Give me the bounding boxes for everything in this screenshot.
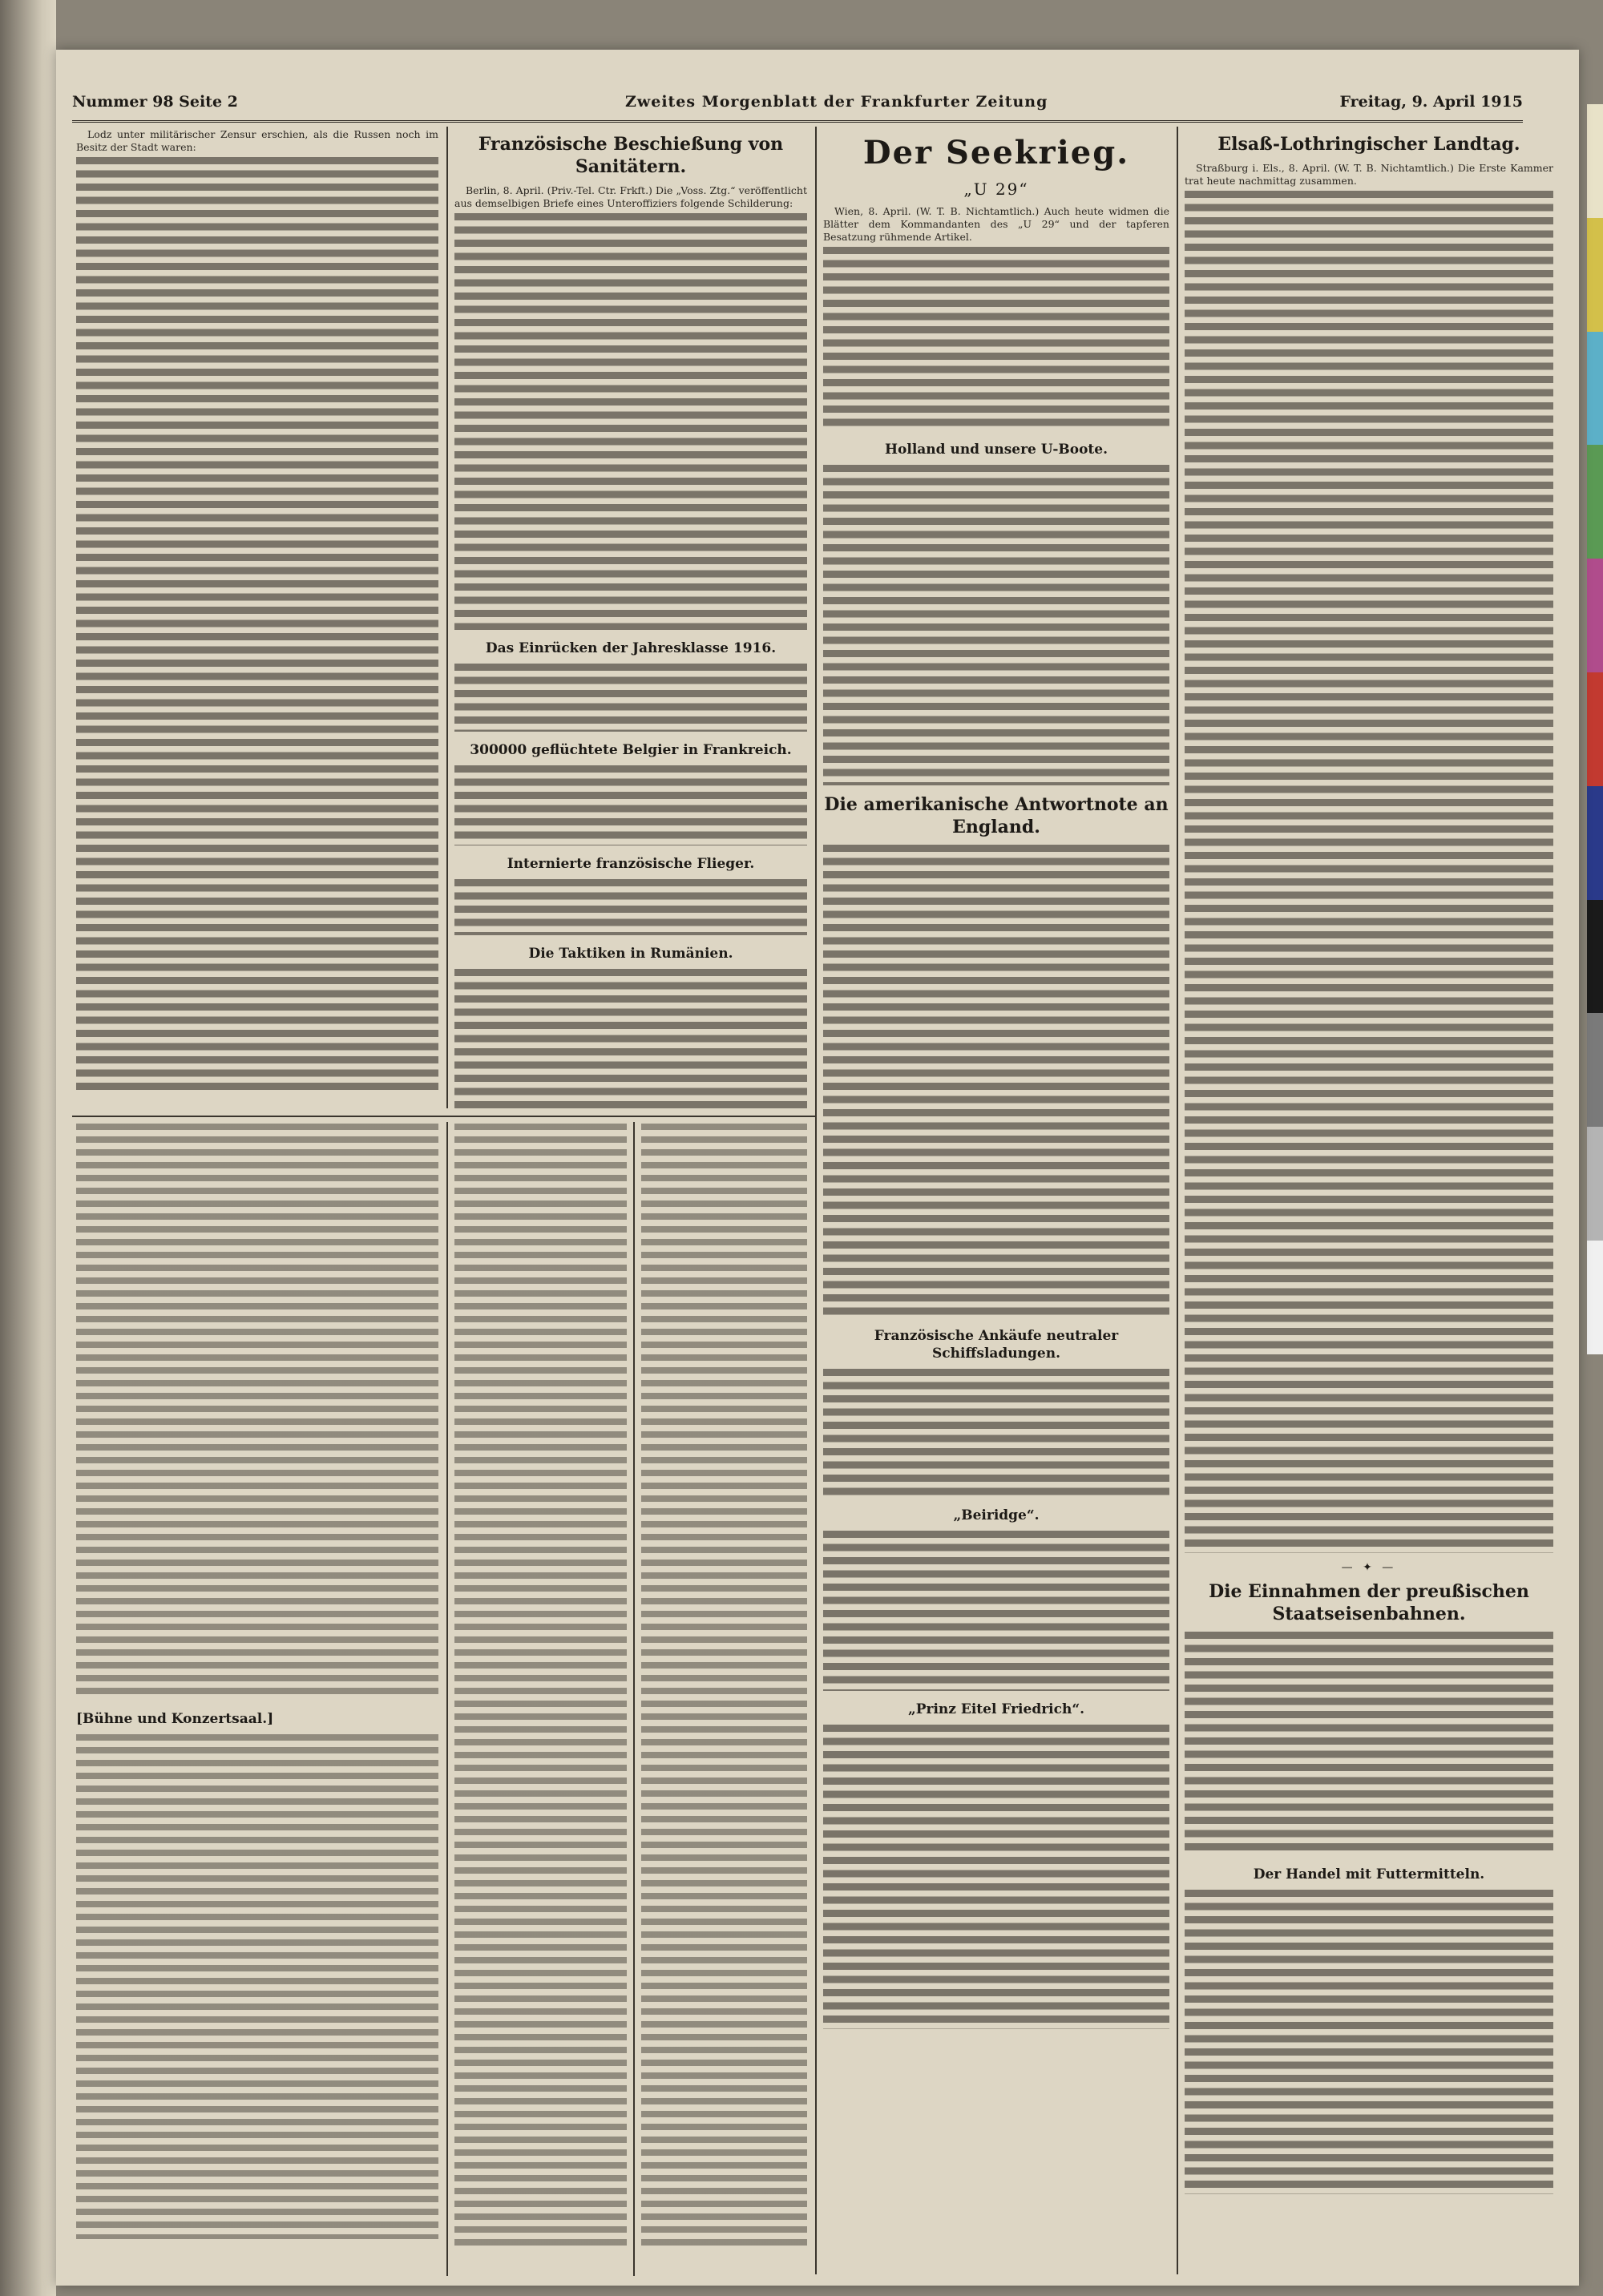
column-rule — [446, 127, 448, 1108]
subheadline: [Bühne und Konzertsaal.] — [76, 1711, 274, 1727]
subheadline: „Beiridge“. — [953, 1507, 1040, 1523]
feuilleton-text — [76, 1734, 438, 2239]
masthead-line: Zweites Morgenblatt der Frankfurter Zeitung — [625, 93, 1048, 111]
article-body-text — [823, 247, 1169, 431]
feuilleton-text — [76, 1124, 438, 1701]
issue-date: Freitag, 9. April 1915 — [1339, 93, 1523, 111]
feuilleton-column-2 — [454, 1124, 627, 2278]
article-body-text — [454, 213, 807, 630]
article-lead: Wien, 8. April. (W. T. B. Nichtamtlich.) Auch heute widmen die Blätter dem Kommandanten des „U 29“ und der tapferen Besatzung rühmende Artikel. — [823, 205, 1169, 243]
subheadline: Holland und unsere U-Boote. — [884, 442, 1108, 458]
article-body-text — [1185, 1632, 1553, 1856]
feuilleton-rule — [72, 1116, 815, 1117]
feuilleton-text — [454, 1124, 627, 2246]
article-column-2 — [454, 128, 807, 1110]
column-rule — [446, 1122, 448, 2276]
headline: Französische Beschießung von Sanitätern. — [478, 134, 784, 177]
feuilleton-text — [641, 1124, 807, 2246]
column-rule — [633, 1122, 635, 2276]
subheadline: Der Handel mit Futtermitteln. — [1253, 1866, 1485, 1882]
article-body-text — [454, 969, 807, 1110]
headline: Die Einnahmen der preußischen Staatseisenbahnen. — [1209, 1581, 1529, 1624]
article-body-text — [823, 1369, 1169, 1497]
article-body-text — [454, 664, 807, 732]
page-header — [72, 88, 1523, 123]
feuilleton-column-1 — [76, 1124, 438, 2278]
column-rule — [815, 127, 817, 2274]
article-body-text — [823, 1725, 1169, 2029]
column-rule — [1177, 127, 1178, 2274]
article-intro: Lodz unter militärischer Zensur erschien, als die Russen noch im Besitz der Stadt waren: — [76, 128, 438, 153]
headline: Elsaß-Lothringischer Landtag. — [1217, 134, 1520, 155]
subheadline: Die Taktiken in Rumänien. — [528, 946, 733, 962]
article-body-text — [823, 845, 1169, 1317]
subheadline: Französische Ankäufe neutraler Schiffsladungen. — [874, 1328, 1119, 1362]
article-body-text — [1185, 1890, 1553, 2194]
article-body-text — [823, 465, 1169, 785]
article-body-text — [1185, 191, 1553, 1553]
article-column-1 — [76, 128, 438, 1110]
subheadline: „Prinz Eitel Friedrich“. — [907, 1701, 1085, 1717]
subheadline: Internierte französische Flieger. — [507, 856, 755, 872]
article-column-3 — [823, 128, 1169, 2276]
separator-ornament: — ✦ — — [1341, 1561, 1397, 1574]
headline: Die amerikanische Antwortnote an England. — [824, 794, 1169, 837]
headline: Der Seekrieg. — [862, 134, 1130, 171]
page-binding — [0, 0, 56, 2296]
article-body-text — [454, 879, 807, 935]
article-body-text — [76, 157, 438, 1095]
subheadline: „U 29“ — [963, 180, 1029, 199]
feuilleton-column-3 — [641, 1124, 807, 2278]
article-body-text — [823, 1531, 1169, 1691]
scan-color-bar — [1587, 104, 1603, 1354]
article-column-4 — [1185, 128, 1553, 2276]
subheadline: Das Einrücken der Jahresklasse 1916. — [485, 640, 777, 656]
subheadline: 300000 geflüchtete Belgier in Frankreich. — [470, 742, 792, 758]
article-body-text — [454, 765, 807, 845]
article-lead: Berlin, 8. April. (Priv.-Tel. Ctr. Frkft.) Die „Voss. Ztg.“ veröffentlicht aus demselbigen Briefe eines Unteroffiziers folgende Schilderung: — [454, 184, 807, 209]
page-number: Nummer 98 Seite 2 — [72, 93, 238, 111]
article-lead: Straßburg i. Els., 8. April. (W. T. B. Nichtamtlich.) Die Erste Kammer trat heute nachmittag zusammen. — [1185, 162, 1553, 187]
